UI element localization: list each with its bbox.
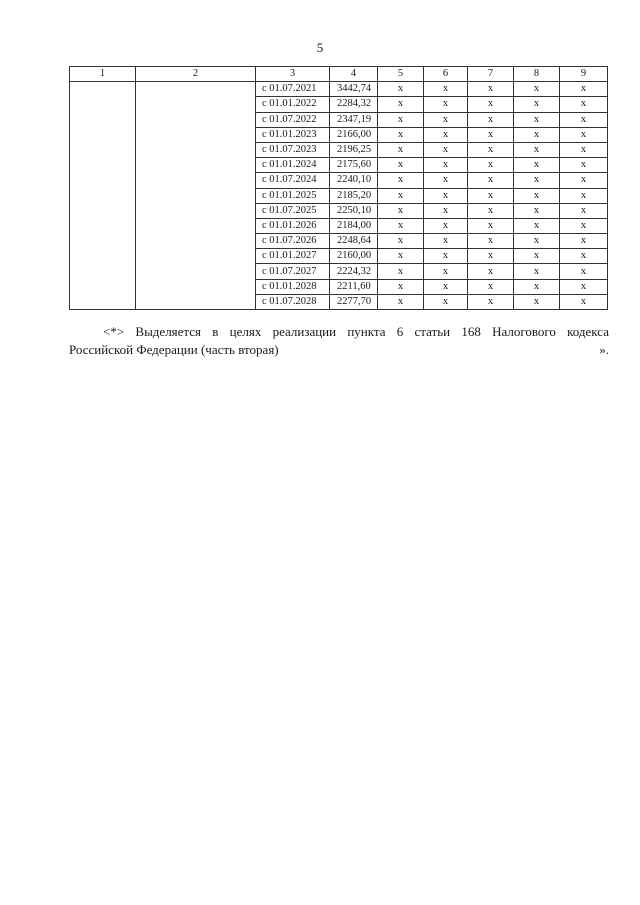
date-cell: с 01.01.2028 xyxy=(256,279,330,294)
value-cell: 2284,32 xyxy=(330,97,378,112)
mark-cell: х xyxy=(514,142,560,157)
column-header-5: 5 xyxy=(378,67,424,82)
footnote xyxy=(69,323,609,359)
table-row xyxy=(70,82,608,97)
mark-cell: х xyxy=(378,294,424,309)
mark-cell: х xyxy=(514,188,560,203)
mark-cell: х xyxy=(560,173,608,188)
mark-cell: х xyxy=(560,82,608,97)
mark-cell: х xyxy=(514,127,560,142)
mark-cell: х xyxy=(378,127,424,142)
value-cell: 2211,60 xyxy=(330,279,378,294)
mark-cell: х xyxy=(560,112,608,127)
value-cell: 2250,10 xyxy=(330,203,378,218)
date-cell: с 01.07.2027 xyxy=(256,264,330,279)
column-header-3: 3 xyxy=(256,67,330,82)
mark-cell: х xyxy=(514,249,560,264)
column-header-2: 2 xyxy=(136,67,256,82)
value-cell: 2166,00 xyxy=(330,127,378,142)
mark-cell: х xyxy=(378,82,424,97)
value-cell: 2240,10 xyxy=(330,173,378,188)
footnote-line-2-row xyxy=(69,341,609,359)
mark-cell: х xyxy=(424,264,468,279)
mark-cell: х xyxy=(378,203,424,218)
value-cell: 2347,19 xyxy=(330,112,378,127)
mark-cell: х xyxy=(514,279,560,294)
mark-cell: х xyxy=(560,127,608,142)
mark-cell: х xyxy=(560,203,608,218)
mark-cell: х xyxy=(424,82,468,97)
mark-cell: х xyxy=(560,294,608,309)
mark-cell: х xyxy=(560,188,608,203)
mark-cell: х xyxy=(468,173,514,188)
mark-cell: х xyxy=(560,97,608,112)
mark-cell: х xyxy=(424,234,468,249)
mark-cell: х xyxy=(378,279,424,294)
date-cell: с 01.07.2025 xyxy=(256,203,330,218)
mark-cell: х xyxy=(560,218,608,233)
mark-cell: х xyxy=(468,188,514,203)
mark-cell: х xyxy=(424,279,468,294)
mark-cell: х xyxy=(378,264,424,279)
mark-cell: х xyxy=(560,158,608,173)
mark-cell: х xyxy=(560,249,608,264)
mark-cell: х xyxy=(378,188,424,203)
mark-cell: х xyxy=(514,173,560,188)
mark-cell: х xyxy=(560,142,608,157)
table-body xyxy=(70,82,608,310)
column-header-6: 6 xyxy=(424,67,468,82)
date-cell: с 01.01.2027 xyxy=(256,249,330,264)
mark-cell: х xyxy=(468,294,514,309)
mark-cell: х xyxy=(424,294,468,309)
mark-cell: х xyxy=(514,82,560,97)
date-cell: с 01.07.2021 xyxy=(256,82,330,97)
mark-cell: х xyxy=(514,158,560,173)
date-cell: с 01.07.2022 xyxy=(256,112,330,127)
date-cell: с 01.07.2023 xyxy=(256,142,330,157)
mark-cell: х xyxy=(424,203,468,218)
table-header-row xyxy=(70,67,608,82)
mark-cell: х xyxy=(378,97,424,112)
page-number: 5 xyxy=(316,40,324,55)
value-cell: 2224,32 xyxy=(330,264,378,279)
mark-cell: х xyxy=(378,173,424,188)
mark-cell: х xyxy=(514,97,560,112)
mark-cell: х xyxy=(378,218,424,233)
value-cell: 2184,00 xyxy=(330,218,378,233)
date-cell: с 01.01.2026 xyxy=(256,218,330,233)
mark-cell: х xyxy=(468,249,514,264)
mark-cell: х xyxy=(468,264,514,279)
date-cell: с 01.01.2023 xyxy=(256,127,330,142)
value-cell: 2196,25 xyxy=(330,142,378,157)
mark-cell: х xyxy=(514,294,560,309)
mark-cell: х xyxy=(468,97,514,112)
mark-cell: х xyxy=(468,127,514,142)
mark-cell: х xyxy=(468,112,514,127)
mark-cell: х xyxy=(424,249,468,264)
value-cell: 2248,64 xyxy=(330,234,378,249)
mark-cell: х xyxy=(560,234,608,249)
value-cell: 2175,60 xyxy=(330,158,378,173)
mark-cell: х xyxy=(514,112,560,127)
mark-cell: х xyxy=(424,158,468,173)
mark-cell: х xyxy=(424,218,468,233)
value-cell: 2160,00 xyxy=(330,249,378,264)
mark-cell: х xyxy=(424,112,468,127)
column-header-1: 1 xyxy=(70,67,136,82)
mark-cell: х xyxy=(424,188,468,203)
value-cell: 2185,20 xyxy=(330,188,378,203)
mark-cell: х xyxy=(378,249,424,264)
date-cell: с 01.01.2022 xyxy=(256,97,330,112)
tariff-table xyxy=(69,66,608,310)
mark-cell: х xyxy=(378,112,424,127)
mark-cell: х xyxy=(468,279,514,294)
mark-cell: х xyxy=(424,97,468,112)
date-cell: с 01.07.2026 xyxy=(256,234,330,249)
column-header-9: 9 xyxy=(560,67,608,82)
mark-cell: х xyxy=(468,218,514,233)
date-cell: с 01.01.2024 xyxy=(256,158,330,173)
mark-cell: х xyxy=(468,142,514,157)
value-cell: 2277,70 xyxy=(330,294,378,309)
mark-cell: х xyxy=(514,234,560,249)
column-header-8: 8 xyxy=(514,67,560,82)
column-header-7: 7 xyxy=(468,67,514,82)
mark-cell: х xyxy=(424,173,468,188)
mark-cell: х xyxy=(560,279,608,294)
mark-cell: х xyxy=(468,234,514,249)
footnote-closing-quote: ». xyxy=(599,342,609,357)
mark-cell: х xyxy=(560,264,608,279)
mark-cell: х xyxy=(378,142,424,157)
mark-cell: х xyxy=(378,158,424,173)
date-cell: с 01.07.2028 xyxy=(256,294,330,309)
date-cell: с 01.01.2025 xyxy=(256,188,330,203)
col-1-empty-cell xyxy=(70,82,136,310)
col-2-empty-cell xyxy=(136,82,256,310)
footnote-line-1: <*> Выделяется в целях реализации пункта 6 статьи 168 Налогового кодекса xyxy=(103,324,609,339)
mark-cell: х xyxy=(468,203,514,218)
footnote-line-2: Российской Федерации (часть вторая) xyxy=(69,342,279,357)
value-cell: 3442,74 xyxy=(330,82,378,97)
mark-cell: х xyxy=(424,142,468,157)
mark-cell: х xyxy=(514,264,560,279)
mark-cell: х xyxy=(514,203,560,218)
mark-cell: х xyxy=(468,158,514,173)
mark-cell: х xyxy=(378,234,424,249)
mark-cell: х xyxy=(514,218,560,233)
mark-cell: х xyxy=(468,82,514,97)
mark-cell: х xyxy=(424,127,468,142)
column-header-4: 4 xyxy=(330,67,378,82)
date-cell: с 01.07.2024 xyxy=(256,173,330,188)
